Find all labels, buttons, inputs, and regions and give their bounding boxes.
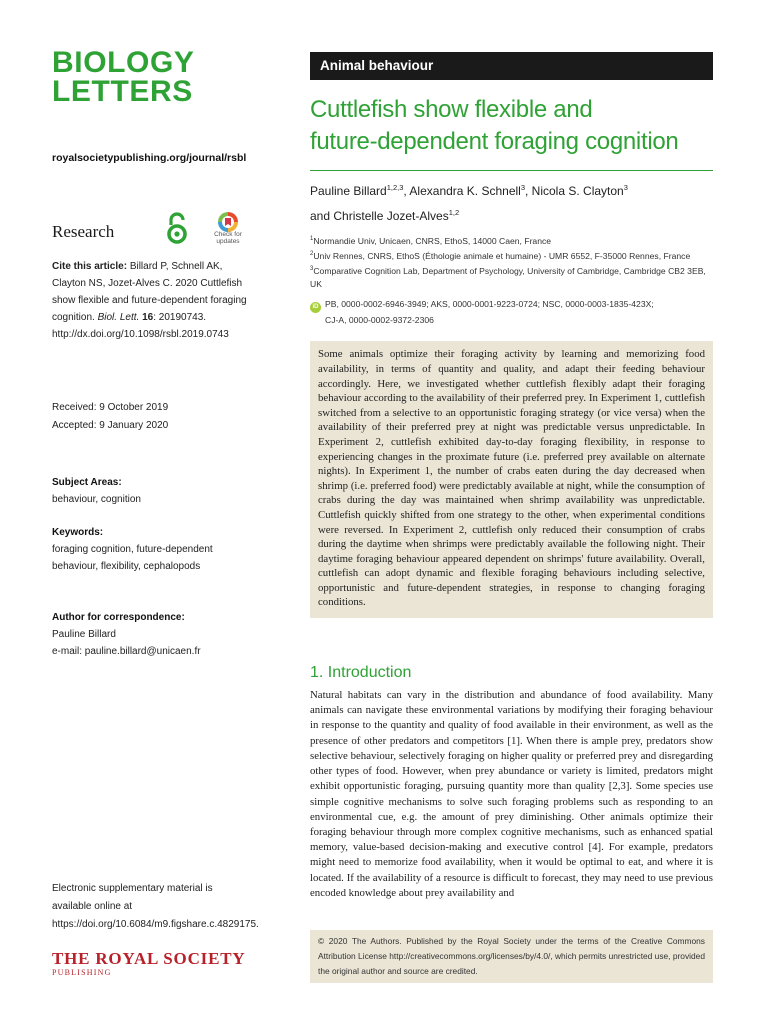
affiliation-text: Comparative Cognition Lab, Department of Psychology, University of Cambridge, Cambridge CB2 3EB, UK: [310, 265, 706, 290]
author-affiliation: 1,2: [448, 208, 460, 217]
orcid-block: [310, 297, 713, 327]
subject-areas: [52, 474, 252, 508]
orcid-line2[interactable]: CJ-A, 0000-0002-9372-2306: [325, 315, 434, 326]
affiliation-number: 3: [310, 266, 314, 273]
citation-article-number: : 20190743.: [153, 312, 207, 323]
correspondence-email[interactable]: e-mail: pauline.billard@unicaen.fr: [52, 646, 201, 657]
correspondence-heading: Author for correspondence:: [52, 612, 185, 623]
author-name[interactable]: Nicola S. Clayton: [531, 184, 624, 198]
affiliation-item: [310, 248, 713, 263]
left-sidebar: [52, 48, 252, 660]
orcid-text[interactable]: PB, 0000-0002-6946-3949; AKS, 0000-0001-9223-0724; NSC, 0000-0003-1835-423X;: [325, 299, 654, 310]
citation-block: [52, 258, 252, 343]
citation-text: Billard P, Schnell AK, Clayton NS, Jozet-Alves C. 2020 Cuttlefish show flexible and future-dependent foraging cognition.: [52, 261, 247, 323]
journal-logo[interactable]: [52, 48, 252, 106]
author-name[interactable]: and Christelle Jozet-Alves: [310, 209, 449, 223]
abstract: Some animals optimize their foraging activity by learning and memorizing food availability, in terms of quantity and quality, and adapt their feeding behaviour accordingly. Here, we investigated whether cuttlefish flexibly adapt their foraging behaviour according to the availability of their preferred prey. In Experiment 1, cuttlefish switched from a selective to an opportunistic foraging strategy (or vice versa) when the availability of their preferred prey at night was predictable versus unpredictable. In Experiment 2, cuttlefish exhibited day-to-day foraging flexibility, in response to experiencing changes in the proximate future (i.e. preferred prey available on alternate nights). In Experiment 1, the number of crabs eaten during the day decreased when shrimp (i.e. preferred food) were predictably available at night, while the consumption of crabs during the day was maintained when shrimp availability was unpredictable. Cuttlefish quickly shifted from one strategy to the other, when experimental conditions were reversed. In Experiment 2, cuttlefish only reduced their consumption of crabs during the daytime when shrimps were predictably available the following night. Their daytime foraging behaviour appeared dependent on shrimps' future availability. Overall, cuttlefish can adopt dynamic and flexible foraging behaviours including selective, opportunistic and future-dependent strategies, in response to changing foraging conditions.: [310, 341, 713, 618]
article-title: [310, 94, 713, 158]
author-separator: ,: [403, 184, 410, 198]
keywords: [52, 524, 252, 575]
journal-logo-line1: BIOLOGY: [52, 46, 195, 79]
article-type-label: Research: [52, 222, 115, 241]
citation-label: Cite this article:: [52, 261, 128, 272]
author-affiliation: 3: [623, 183, 628, 192]
copyright-notice: © 2020 The Authors. Published by the Royal Society under the terms of the Creative Commons Attribution License http://creativecommons.org/licenses/by/4.0/, which permits unrestricted use, provided the original author and source are credited.: [310, 930, 713, 983]
author-affiliation: 3: [520, 183, 525, 192]
citation-volume: 16: [142, 312, 154, 323]
dates-block: [52, 399, 252, 434]
subject-areas-heading: Subject Areas:: [52, 477, 122, 488]
publisher-sub: PUBLISHING: [52, 968, 112, 977]
subject-areas-text: behaviour, cognition: [52, 494, 141, 505]
author-separator: ,: [525, 184, 532, 198]
article-type-row: [52, 208, 252, 248]
affiliation-number: 1: [310, 236, 314, 242]
article-title-line2: future-dependent foraging cognition: [310, 128, 679, 155]
citation-doi-link[interactable]: http://dx.doi.org/10.1098/rsbl.2019.0743: [52, 329, 229, 340]
correspondence: [52, 609, 252, 660]
accepted-date: Accepted: 9 January 2020: [52, 419, 169, 431]
introduction-heading: 1. Introduction: [310, 664, 412, 682]
affiliation-item: [310, 233, 713, 248]
affiliation-text: Univ Rennes, CNRS, EthoS (Éthologie animale et humaine) - UMR 6552, F-35000 Rennes, France: [313, 250, 691, 261]
check-for-updates-icon[interactable]: [208, 211, 248, 247]
article-title-line1: Cuttlefish show flexible and: [310, 96, 593, 123]
publisher-logo[interactable]: [52, 950, 245, 977]
author-line1: [310, 177, 713, 202]
supplementary-material-note: Electronic supplementary material is available online at https://doi.org/10.6084/m9.figshare.c.4829175.: [52, 883, 259, 930]
check-for-updates-label: Check for updates: [214, 231, 242, 245]
author-name[interactable]: Alexandra K. Schnell: [409, 184, 521, 198]
correspondence-name: Pauline Billard: [52, 629, 116, 640]
keywords-text: foraging cognition, future-dependent behaviour, flexibility, cephalopods: [52, 544, 213, 572]
author-affiliation: 1,2,3: [386, 183, 404, 192]
publisher-name: THE ROYAL SOCIETY: [52, 949, 246, 968]
main-column: [310, 52, 713, 901]
title-divider: [310, 170, 713, 171]
citation-journal: Biol. Lett.: [97, 312, 140, 323]
affiliations: [310, 233, 713, 291]
journal-url-link[interactable]: royalsocietypublishing.org/journal/rsbl: [52, 152, 247, 164]
journal-logo-line2: LETTERS: [52, 75, 193, 108]
author-list: [310, 177, 713, 227]
orcid-line1: [310, 297, 713, 313]
introduction-text: Natural habitats can vary in the distribution and abundance of food availability. Many animals can navigate these environmental variations by modifying their foraging behaviour in response to the quantity and quality of food available in their environment, as well as the presence of other predators and competitors [1]. When there is ample prey, predators show selective behaviour, selectively foraging on higher quality or preferred prey and disregarding other types of food. However, when prey abundance or variety is limited, predators might exhibit opportunistic foraging, pursuing quantity more than quality [2,3]. Some species use simple cognitive mechanisms to solve such foraging problems such as responding to an environmental cue, e.g. the amount of prey diminishing. Other animals optimize their foraging behaviour through more complex cognitive mechanisms, such as enhanced spatial memory, value-based decision-making and executive control [4]. For example, predators might need to memorize food availability, when it would be optimal to eat, and where it is located. If the availability of a resource is difficult to forecast, they may need to use previous encoded knowledge about prey availability and: [310, 689, 713, 899]
affiliation-text: Normandie Univ, Unicaen, CNRS, EthoS, 14000 Caen, France: [313, 235, 552, 246]
orcid-icon[interactable]: iD: [310, 302, 321, 313]
author-name[interactable]: Pauline Billard: [310, 184, 387, 198]
open-access-icon: [165, 211, 189, 245]
author-line2: [310, 202, 713, 227]
affiliation-number: 2: [310, 251, 314, 258]
affiliation-item: [310, 263, 713, 291]
keywords-heading: Keywords:: [52, 527, 104, 538]
section-bar: Animal behaviour: [310, 52, 713, 80]
received-date: Received: 9 October 2019: [52, 402, 169, 413]
